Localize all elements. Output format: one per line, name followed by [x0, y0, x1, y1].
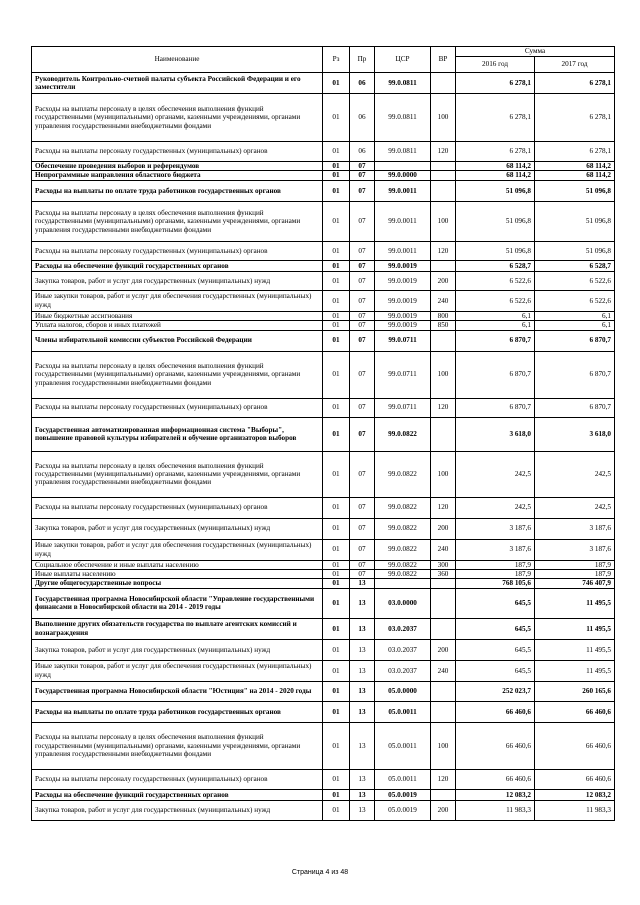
row-csr — [375, 579, 431, 588]
row-pr: 07 — [350, 180, 375, 201]
row-csr: 99.0.0019 — [375, 271, 431, 290]
row-csr: 99.0.0822 — [375, 451, 431, 497]
row-vr: 200 — [431, 518, 456, 539]
row-vr — [431, 73, 456, 94]
row-pr: 07 — [350, 351, 375, 398]
row-name: Члены избирательной комиссии субъектов Российской Федерации — [32, 330, 323, 351]
row-name: Расходы на выплаты персоналу государственных (муниципальных) органов — [32, 398, 323, 417]
row-pr: 07 — [350, 570, 375, 579]
row-sum-2017: 6 870,7 — [535, 330, 615, 351]
row-name: Расходы на выплаты персоналу государственных (муниципальных) органов — [32, 142, 323, 162]
row-rz: 01 — [323, 290, 350, 311]
table-row — [32, 579, 615, 588]
table-row — [32, 171, 615, 180]
table-row — [32, 497, 615, 518]
row-csr: 99.0.0811 — [375, 73, 431, 94]
table-row — [32, 722, 615, 769]
table-row — [32, 398, 615, 417]
row-sum-2016: 3 187,6 — [456, 518, 535, 539]
row-csr: 99.0.0711 — [375, 398, 431, 417]
row-csr: 99.0.0019 — [375, 290, 431, 311]
row-csr: 99.0.0822 — [375, 570, 431, 579]
row-sum-2017: 11 495,5 — [535, 660, 615, 681]
row-vr: 200 — [431, 271, 456, 290]
row-pr: 13 — [350, 701, 375, 722]
row-sum-2017: 6 522,6 — [535, 290, 615, 311]
row-name: Закупка товаров, работ и услуг для государственных (муниципальных) нужд — [32, 639, 323, 660]
header-pr: Пр — [350, 47, 375, 73]
table-row — [32, 260, 615, 271]
row-vr: 120 — [431, 398, 456, 417]
row-pr: 13 — [350, 800, 375, 820]
row-name: Иные закупки товаров, работ и услуг для обеспечения государственных (муниципальных) нужд — [32, 539, 323, 560]
row-csr — [375, 162, 431, 171]
row-name: Расходы на выплаты по оплате труда работников государственных органов — [32, 180, 323, 201]
row-rz: 01 — [323, 451, 350, 497]
row-vr: 100 — [431, 722, 456, 769]
row-pr: 07 — [350, 518, 375, 539]
row-pr: 07 — [350, 560, 375, 569]
row-rz: 01 — [323, 351, 350, 398]
row-sum-2016: 252 023,7 — [456, 681, 535, 701]
row-csr: 99.0.0019 — [375, 260, 431, 271]
row-rz: 01 — [323, 201, 350, 241]
row-sum-2016: 187,9 — [456, 560, 535, 569]
row-vr: 120 — [431, 241, 456, 260]
row-vr — [431, 789, 456, 800]
row-sum-2016: 645,5 — [456, 660, 535, 681]
row-csr: 03.0.0000 — [375, 588, 431, 618]
row-csr: 99.0.0822 — [375, 518, 431, 539]
row-vr: 800 — [431, 311, 456, 320]
row-sum-2016: 6 528,7 — [456, 260, 535, 271]
row-pr: 07 — [350, 162, 375, 171]
row-sum-2017: 66 460,6 — [535, 701, 615, 722]
row-name: Закупка товаров, работ и услуг для государственных (муниципальных) нужд — [32, 518, 323, 539]
row-name: Иные закупки товаров, работ и услуг для обеспечения государственных (муниципальных) нужд — [32, 660, 323, 681]
row-pr: 07 — [350, 241, 375, 260]
row-pr: 07 — [350, 330, 375, 351]
header-year-2016: 2016 год — [456, 57, 535, 73]
row-sum-2016: 12 083,2 — [456, 789, 535, 800]
row-pr: 13 — [350, 579, 375, 588]
table-row — [32, 789, 615, 800]
table-row — [32, 451, 615, 497]
row-name: Государственная программа Новосибирской области "Юстиция" на 2014 - 2020 годы — [32, 681, 323, 701]
row-vr: 240 — [431, 290, 456, 311]
table-row — [32, 162, 615, 171]
row-sum-2017: 68 114,2 — [535, 171, 615, 180]
table-row — [32, 311, 615, 320]
row-csr: 05.0.0011 — [375, 701, 431, 722]
row-rz: 01 — [323, 180, 350, 201]
row-rz: 01 — [323, 570, 350, 579]
row-csr: 99.0.0811 — [375, 94, 431, 142]
row-rz: 01 — [323, 142, 350, 162]
row-vr: 850 — [431, 321, 456, 330]
row-csr: 99.0.0011 — [375, 180, 431, 201]
row-sum-2016: 6 522,6 — [456, 271, 535, 290]
row-name: Расходы на выплаты персоналу государственных (муниципальных) органов — [32, 769, 323, 789]
row-name: Расходы на выплаты персоналу в целях обеспечения выполнения функций государственными (муниципальными) органами, казенными учреждениями, органами управления государственными внебюджетными фондами — [32, 722, 323, 769]
row-sum-2017: 11 495,5 — [535, 588, 615, 618]
row-vr: 200 — [431, 800, 456, 820]
table-row — [32, 271, 615, 290]
row-rz: 01 — [323, 701, 350, 722]
table-row — [32, 351, 615, 398]
row-sum-2016: 645,5 — [456, 639, 535, 660]
row-sum-2017: 3 187,6 — [535, 539, 615, 560]
row-name: Иные бюджетные ассигнования — [32, 311, 323, 320]
row-csr: 03.0.2037 — [375, 618, 431, 639]
row-vr — [431, 579, 456, 588]
row-vr: 240 — [431, 539, 456, 560]
row-rz: 01 — [323, 311, 350, 320]
row-sum-2017: 6 528,7 — [535, 260, 615, 271]
row-name: Расходы на выплаты персоналу в целях обеспечения выполнения функций государственными (муниципальными) органами, казенными учреждениями, органами управления государственными внебюджетными фондами — [32, 451, 323, 497]
row-pr: 06 — [350, 73, 375, 94]
table-row — [32, 290, 615, 311]
row-vr — [431, 162, 456, 171]
row-pr: 13 — [350, 789, 375, 800]
table-row — [32, 518, 615, 539]
row-name: Уплата налогов, сборов и иных платежей — [32, 321, 323, 330]
row-pr: 13 — [350, 681, 375, 701]
table-row — [32, 769, 615, 789]
row-csr: 99.0.0822 — [375, 497, 431, 518]
row-vr: 200 — [431, 639, 456, 660]
row-rz: 01 — [323, 518, 350, 539]
row-sum-2017: 11 495,5 — [535, 639, 615, 660]
row-csr: 99.0.0000 — [375, 171, 431, 180]
row-csr: 99.0.0011 — [375, 201, 431, 241]
row-name: Иные закупки товаров, работ и услуг для обеспечения государственных (муниципальных) нужд — [32, 290, 323, 311]
row-sum-2017: 12 083,2 — [535, 789, 615, 800]
row-sum-2017: 6,1 — [535, 311, 615, 320]
row-pr: 07 — [350, 201, 375, 241]
table-row — [32, 570, 615, 579]
row-sum-2016: 68 114,2 — [456, 171, 535, 180]
row-csr: 05.0.0011 — [375, 769, 431, 789]
row-rz: 01 — [323, 417, 350, 451]
row-name: Государственная автоматизированная информационная система "Выборы", повышение правовой культуры избирателей и обучение организаторов выборов — [32, 417, 323, 451]
row-sum-2016: 6,1 — [456, 311, 535, 320]
row-name: Расходы на выплаты персоналу государственных (муниципальных) органов — [32, 497, 323, 518]
row-sum-2017: 746 407,9 — [535, 579, 615, 588]
row-sum-2016: 3 618,0 — [456, 417, 535, 451]
row-csr: 05.0.0011 — [375, 722, 431, 769]
row-sum-2016: 51 096,8 — [456, 180, 535, 201]
row-sum-2017: 51 096,8 — [535, 241, 615, 260]
row-sum-2017: 242,5 — [535, 451, 615, 497]
row-sum-2016: 6 870,7 — [456, 398, 535, 417]
row-csr: 05.0.0000 — [375, 681, 431, 701]
row-pr: 13 — [350, 618, 375, 639]
row-vr — [431, 681, 456, 701]
row-sum-2017: 6 522,6 — [535, 271, 615, 290]
row-rz: 01 — [323, 681, 350, 701]
row-pr: 07 — [350, 398, 375, 417]
row-name: Обеспечение проведения выборов и референдумов — [32, 162, 323, 171]
row-vr: 360 — [431, 570, 456, 579]
row-rz: 01 — [323, 94, 350, 142]
row-rz: 01 — [323, 722, 350, 769]
row-csr: 99.0.0019 — [375, 311, 431, 320]
row-sum-2016: 6 278,1 — [456, 73, 535, 94]
table-row — [32, 539, 615, 560]
budget-table — [31, 46, 615, 821]
row-sum-2016: 68 114,2 — [456, 162, 535, 171]
row-sum-2017: 260 165,6 — [535, 681, 615, 701]
row-rz: 01 — [323, 162, 350, 171]
row-sum-2016: 6 278,1 — [456, 142, 535, 162]
row-vr: 120 — [431, 769, 456, 789]
row-sum-2016: 66 460,6 — [456, 701, 535, 722]
row-sum-2017: 3 187,6 — [535, 518, 615, 539]
row-rz: 01 — [323, 789, 350, 800]
row-pr: 07 — [350, 290, 375, 311]
row-csr: 99.0.0822 — [375, 539, 431, 560]
row-name: Расходы на выплаты персоналу в целях обеспечения выполнения функций государственными (муниципальными) органами, казенными учреждениями, органами управления государственными внебюджетными фондами — [32, 94, 323, 142]
row-name: Социальное обеспечение и иные выплаты населению — [32, 560, 323, 569]
row-rz: 01 — [323, 321, 350, 330]
row-vr: 120 — [431, 497, 456, 518]
row-csr: 03.0.2037 — [375, 639, 431, 660]
row-csr: 05.0.0019 — [375, 800, 431, 820]
table-row — [32, 560, 615, 569]
table-row — [32, 241, 615, 260]
row-sum-2017: 187,9 — [535, 570, 615, 579]
row-sum-2017: 66 460,6 — [535, 722, 615, 769]
row-name: Расходы на обеспечение функций государственных органов — [32, 789, 323, 800]
header-year-2017: 2017 год — [535, 57, 615, 73]
row-name: Выполнение других обязательств государства по выплате агентских комиссий и вознаграждения — [32, 618, 323, 639]
row-sum-2016: 6 278,1 — [456, 94, 535, 142]
row-name: Расходы на выплаты персоналу государственных (муниципальных) органов — [32, 241, 323, 260]
row-vr — [431, 260, 456, 271]
header-name: Наименование — [32, 47, 323, 73]
table-row — [32, 701, 615, 722]
row-name: Закупка товаров, работ и услуг для государственных (муниципальных) нужд — [32, 271, 323, 290]
row-sum-2016: 66 460,6 — [456, 722, 535, 769]
row-pr: 07 — [350, 497, 375, 518]
row-name: Расходы на выплаты персоналу в целях обеспечения выполнения функций государственными (муниципальными) органами, казенными учреждениями, органами управления государственными внебюджетными фондами — [32, 351, 323, 398]
row-sum-2017: 6 278,1 — [535, 73, 615, 94]
row-vr: 240 — [431, 660, 456, 681]
row-sum-2016: 6 870,7 — [456, 330, 535, 351]
row-pr: 13 — [350, 769, 375, 789]
row-name: Закупка товаров, работ и услуг для государственных (муниципальных) нужд — [32, 800, 323, 820]
table-row — [32, 588, 615, 618]
row-vr: 120 — [431, 142, 456, 162]
row-sum-2017: 242,5 — [535, 497, 615, 518]
row-pr: 07 — [350, 451, 375, 497]
row-rz: 01 — [323, 171, 350, 180]
row-vr — [431, 180, 456, 201]
row-name: Непрограммные направления областного бюджета — [32, 171, 323, 180]
row-sum-2017: 187,9 — [535, 560, 615, 569]
row-sum-2017: 6 870,7 — [535, 398, 615, 417]
table-row — [32, 142, 615, 162]
row-sum-2016: 645,5 — [456, 618, 535, 639]
row-csr: 99.0.0711 — [375, 351, 431, 398]
row-sum-2017: 51 096,8 — [535, 201, 615, 241]
table-row — [32, 800, 615, 820]
table-body — [32, 73, 615, 821]
row-pr: 07 — [350, 260, 375, 271]
row-sum-2016: 66 460,6 — [456, 769, 535, 789]
row-vr: 100 — [431, 351, 456, 398]
row-vr — [431, 171, 456, 180]
row-sum-2016: 645,5 — [456, 588, 535, 618]
table-row — [32, 73, 615, 94]
row-sum-2016: 51 096,8 — [456, 201, 535, 241]
row-rz: 01 — [323, 539, 350, 560]
row-pr: 13 — [350, 722, 375, 769]
table-row — [32, 180, 615, 201]
row-name: Иные выплаты населению — [32, 570, 323, 579]
row-sum-2016: 187,9 — [456, 570, 535, 579]
row-rz: 01 — [323, 660, 350, 681]
table-row — [32, 94, 615, 142]
row-rz: 01 — [323, 579, 350, 588]
row-pr: 13 — [350, 588, 375, 618]
row-rz: 01 — [323, 639, 350, 660]
header-csr: ЦСР — [375, 47, 431, 73]
row-sum-2017: 11 495,5 — [535, 618, 615, 639]
row-sum-2016: 242,5 — [456, 497, 535, 518]
row-csr: 99.0.0822 — [375, 560, 431, 569]
header-rz: Рз — [323, 47, 350, 73]
row-csr: 03.0.2037 — [375, 660, 431, 681]
row-sum-2016: 242,5 — [456, 451, 535, 497]
row-sum-2017: 6 278,1 — [535, 94, 615, 142]
row-pr: 06 — [350, 94, 375, 142]
row-sum-2016: 768 105,6 — [456, 579, 535, 588]
row-pr: 07 — [350, 171, 375, 180]
row-rz: 01 — [323, 618, 350, 639]
row-pr: 07 — [350, 321, 375, 330]
row-vr — [431, 417, 456, 451]
row-sum-2016: 6,1 — [456, 321, 535, 330]
row-vr — [431, 330, 456, 351]
table-row — [32, 660, 615, 681]
row-pr: 07 — [350, 271, 375, 290]
row-pr: 07 — [350, 417, 375, 451]
row-sum-2017: 66 460,6 — [535, 769, 615, 789]
row-sum-2017: 6 870,7 — [535, 351, 615, 398]
row-name: Расходы на обеспечение функций государственных органов — [32, 260, 323, 271]
row-pr: 07 — [350, 311, 375, 320]
row-csr: 99.0.0711 — [375, 330, 431, 351]
row-vr: 100 — [431, 94, 456, 142]
row-rz: 01 — [323, 588, 350, 618]
row-rz: 01 — [323, 73, 350, 94]
row-csr: 99.0.0019 — [375, 321, 431, 330]
row-csr: 99.0.0011 — [375, 241, 431, 260]
row-pr: 06 — [350, 142, 375, 162]
table-row — [32, 417, 615, 451]
row-sum-2016: 51 096,8 — [456, 241, 535, 260]
row-sum-2017: 51 096,8 — [535, 180, 615, 201]
row-sum-2016: 6 870,7 — [456, 351, 535, 398]
row-sum-2017: 6,1 — [535, 321, 615, 330]
row-vr — [431, 588, 456, 618]
row-name: Другие общегосударственные вопросы — [32, 579, 323, 588]
row-rz: 01 — [323, 560, 350, 569]
table-row — [32, 639, 615, 660]
row-vr: 100 — [431, 451, 456, 497]
row-rz: 01 — [323, 271, 350, 290]
table-row — [32, 618, 615, 639]
row-vr — [431, 701, 456, 722]
row-sum-2016: 6 522,6 — [456, 290, 535, 311]
row-csr: 99.0.0811 — [375, 142, 431, 162]
header-sum: Сумма — [456, 47, 615, 57]
row-rz: 01 — [323, 241, 350, 260]
row-csr: 05.0.0019 — [375, 789, 431, 800]
row-name: Расходы на выплаты персоналу в целях обеспечения выполнения функций государственными (муниципальными) органами, казенными учреждениями, органами управления государственными внебюджетными фондами — [32, 201, 323, 241]
row-vr: 100 — [431, 201, 456, 241]
header-vr: ВР — [431, 47, 456, 73]
table-row — [32, 330, 615, 351]
row-sum-2016: 11 983,3 — [456, 800, 535, 820]
row-sum-2017: 6 278,1 — [535, 142, 615, 162]
table-row — [32, 681, 615, 701]
row-pr: 13 — [350, 660, 375, 681]
row-pr: 07 — [350, 539, 375, 560]
row-csr: 99.0.0822 — [375, 417, 431, 451]
row-rz: 01 — [323, 398, 350, 417]
row-sum-2017: 11 983,3 — [535, 800, 615, 820]
row-sum-2016: 3 187,6 — [456, 539, 535, 560]
row-vr — [431, 618, 456, 639]
row-rz: 01 — [323, 260, 350, 271]
row-sum-2017: 3 618,0 — [535, 417, 615, 451]
row-vr: 300 — [431, 560, 456, 569]
row-rz: 01 — [323, 800, 350, 820]
row-name: Расходы на выплаты по оплате труда работников государственных органов — [32, 701, 323, 722]
row-rz: 01 — [323, 330, 350, 351]
row-rz: 01 — [323, 497, 350, 518]
row-pr: 13 — [350, 639, 375, 660]
row-name: Руководитель Контрольно-счетной палаты субъекта Российской Федерации и его заместители — [32, 73, 323, 94]
row-rz: 01 — [323, 769, 350, 789]
table-row — [32, 201, 615, 241]
row-sum-2017: 68 114,2 — [535, 162, 615, 171]
table-row — [32, 321, 615, 330]
row-name: Государственная программа Новосибирской области "Управление государственными финансами в Новосибирской области на 2014 - 2019 годы — [32, 588, 323, 618]
page-number: Страница 4 из 48 — [291, 869, 349, 876]
